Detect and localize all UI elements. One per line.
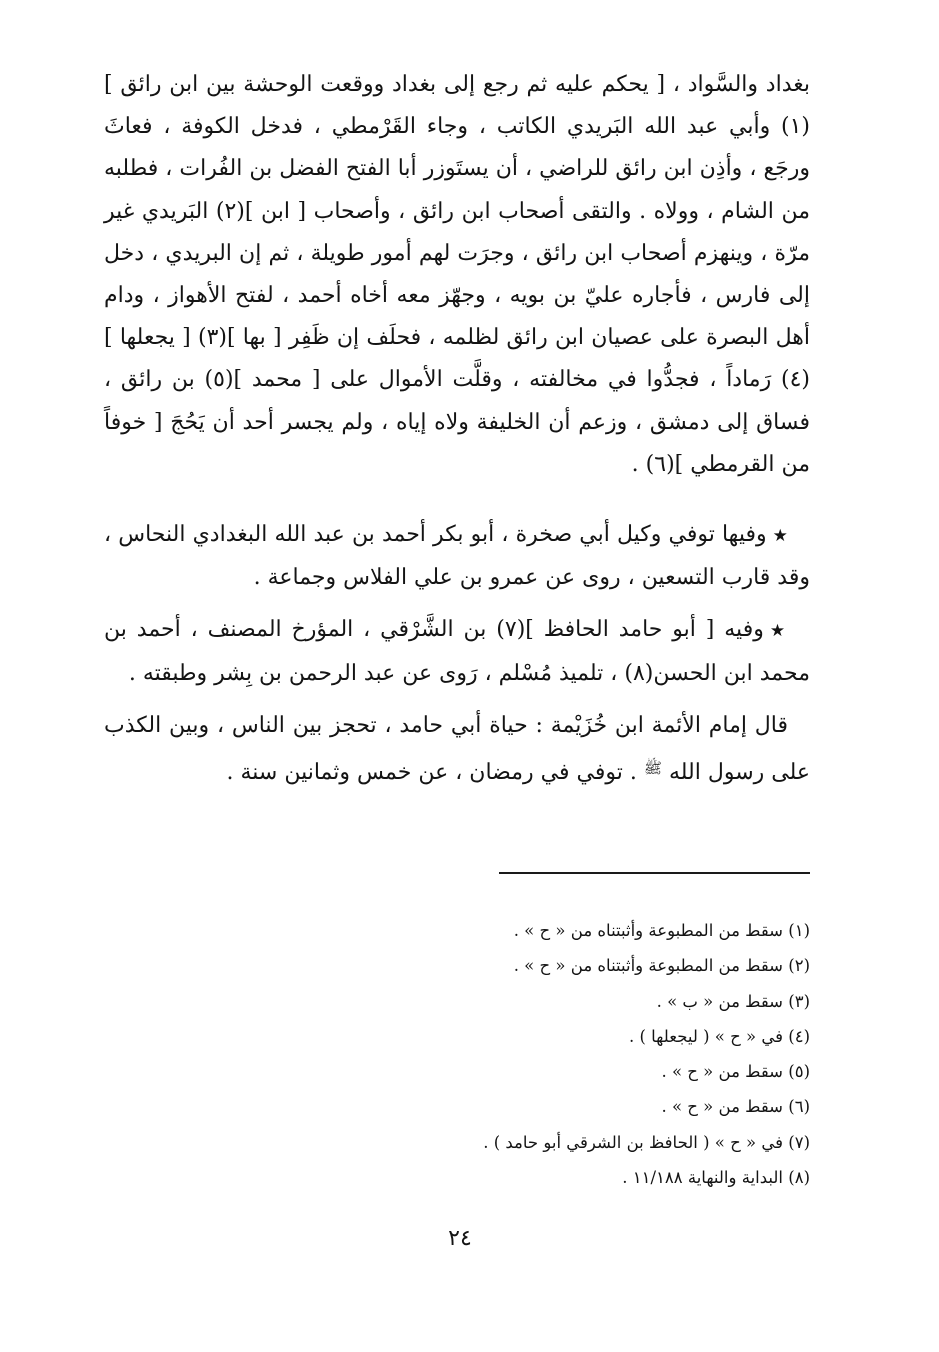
paragraph-text: وفيه [ أبو حامد الحافظ ](٧) بن الشَّرْقي ، المؤرخ المصنف ، أحمد بن محمد ابن الحسن(٨) ، تلميذ مُسْلم ، رَوى عن عبد الرحمن بن بِشر وطبقته . — [104, 617, 810, 686]
footnote: (٥) سقط من « ح » . — [661, 1062, 810, 1082]
paragraph-death-abu-bakr-nahhas — [104, 514, 810, 599]
paragraph-text: قال إمام الأئمة ابن خُزَيْمة : حياة أبي حامد ، تحجز بين الناس ، وبين الكذب على رسول الله — [104, 712, 810, 786]
star-bullet-icon: ★ — [769, 621, 788, 642]
salawat-honorific-icon: ﷺ — [643, 759, 662, 778]
footnote-divider — [499, 872, 810, 874]
main-text — [104, 64, 810, 794]
footnote: (٦) سقط من « ح » . — [661, 1097, 810, 1117]
footnotes — [290, 913, 810, 1195]
paragraph-text: وفيها توفي وكيل أبي صخرة ، أبو بكر أحمد بن عبد الله البغدادي النحاس ، وقد قارب التسعين ، روى عن عمرو بن علي الفلاس وجماعة . — [104, 522, 810, 591]
star-bullet-icon: ★ — [772, 526, 788, 547]
paragraph-text-end: . توفي في رمضان ، عن خمس وثمانين سنة . — [226, 760, 637, 786]
footnote: (٣) سقط من « ب » . — [656, 991, 810, 1011]
paragraph-abu-hamid-sharqi — [104, 609, 810, 694]
footnote: (٢) سقط من المطبوعة وأثبتناه من « ح » . — [513, 956, 810, 976]
footnote: (١) سقط من المطبوعة وأثبتناه من « ح » . — [513, 921, 810, 940]
page-number: ٢٤ — [448, 1226, 472, 1251]
paragraph-history-ibn-raiq: بغداد والسَّواد ، [ يحكم عليه ثم رجع إلى بغداد ووقعت الوحشة بين ابن رائق ](١) وأبي عبد الله البَريدي الكاتب ، وجاء القَرْمطي ، فدخل الكوفة ، فعاثَ ورجَع ، وأذِن ابن رائق للراضي ، أن يستَوزر أبا الفتح الفضل بن الفُرات ، فطلبه من الشام ، وولاه . والتقى أصحاب ابن رائق ، وأصحاب [ ابن ](٢) البَريدي غير مرّة ، وينهزم أصحاب ابن رائق ، وجرَت لهم أمور طويلة ، ثم إن البريدي ، دخل إلى فارس ، فأجاره عليّ بن بويه ، وجهّز معه أخاه أحمد ، لفتح الأهواز ، ودام أهل البصرة على عصيان ابن رائق لظلمه ، فحلَف إن ظَفِر [ بها ](٣) [ يجعلها ](٤) رَماداً ، فجدُّوا في مخالفته ، وقلَّت الأموال على [ محمد ](٥) بن رائق ، فساق إلى دمشق ، وزعم أن الخليفة ولاه إياه ، ولم يجسر أحد أن يَحُجَ [ خوفاً من القرمطي ](٦) . — [104, 72, 811, 477]
footnote: (٧) في « ح » ( الحافظ بن الشرقي أبو حامد ) . — [483, 1132, 810, 1152]
footnote: (٨) البداية والنهاية ١١/١٨٨ . — [622, 1168, 810, 1188]
footnote: (٤) في « ح » ( ليجعلها ) . — [628, 1026, 810, 1046]
paragraph-ibn-khuzayma-quote — [104, 705, 810, 794]
